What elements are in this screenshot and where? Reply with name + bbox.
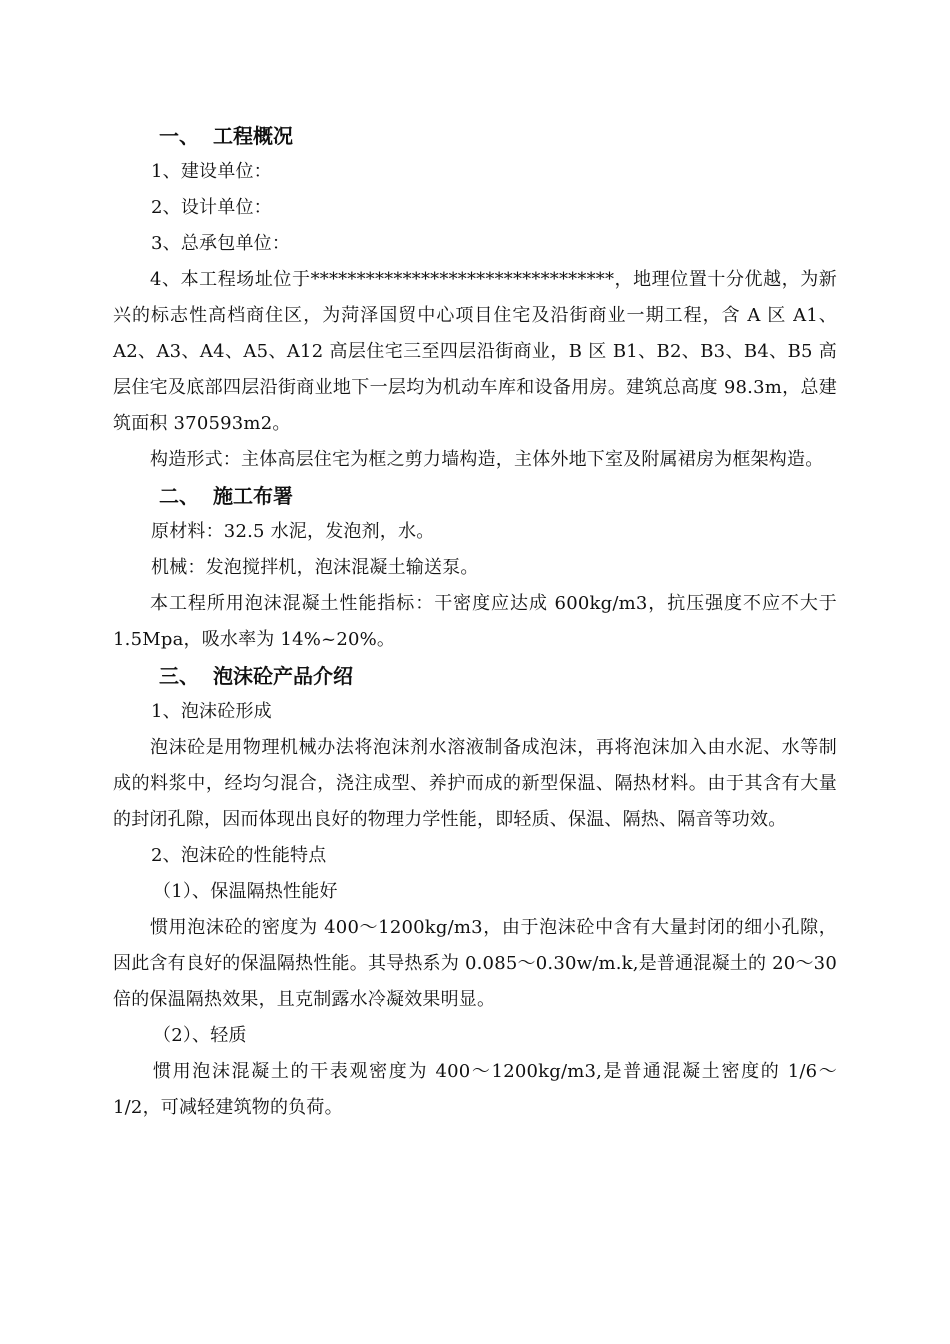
feature-lightweight-paragraph: 惯用泡沫混凝土的干表观密度为 400～1200kg/m3,是普通混凝土密度的 1/6～1/2，可减轻建筑物的负荷。 [113,1061,837,1118]
subheading-features: 2、泡沫砼的性能特点 [151,845,327,866]
section-title: 施工布署 [213,484,293,508]
section-number: 一、 [159,124,199,148]
performance-paragraph: 本工程所用泡沫混凝土性能指标：干密度应达成 600kg/m3，抗压强度不应不大于 1.5Mpa，吸水率为 14%~20%。 [113,593,837,650]
section-heading-deployment [113,478,837,514]
item-contractor: 3、总承包单位： [151,233,291,254]
feature-insulation-paragraph: 惯用泡沫砼的密度为 400～1200kg/m3，由于泡沫砼中含有大量封闭的细小孔隙，因此含有良好的保温隔热性能。其导热系为 0.085～0.30w/m.k,是普通混凝土的 20～30 倍的保温隔热效果，且克制露水冷凝效果明显。 [113,917,837,1010]
feature-lightweight-title: （2）、轻质 [153,1025,247,1046]
section-number: 二、 [159,484,199,508]
item-designer: 2、设计单位： [151,197,272,218]
subheading-formation: 1、泡沫砼形成 [151,701,272,722]
materials-line: 原材料：32.5 水泥，发泡剂，水。 [151,521,435,542]
section-title: 工程概况 [213,124,293,148]
document-page [113,118,837,1126]
formation-paragraph: 泡沫砼是用物理机械办法将泡沫剂水溶液制备成泡沫，再将泡沫加入由水泥、水等制成的料浆中，经均匀混合，浇注成型、养护而成的新型保温、隔热材料。由于其含有大量的封闭孔隙，因而体现出良好的物理力学性能，即轻质、保温、隔热、隔音等功效。 [113,737,837,830]
section-heading-overview [113,118,837,154]
section-heading-product [113,658,837,694]
site-paragraph: 4、本工程场址位于*********************************，地理位置十分优越，为新兴的标志性高档商住区，为菏泽国贸中心项目住宅及沿街商业一期工程，含 A 区 A1、A2、A3、A4、A5、A12 高层住宅三至四层沿街商业，B 区 B1、B2、B3、B4、B5 高层住宅及底部四层沿街商业地下一层均为机动车库和设备用房。建筑总高度 98.3m，总建筑面积 370593m2。 [113,269,837,434]
section-number: 三、 [159,664,199,688]
structure-paragraph: 构造形式：主体高层住宅为框之剪力墙构造，主体外地下室及附属裙房为框架构造。 [150,449,824,470]
item-owner: 1、建设单位： [151,161,272,182]
feature-insulation-title: （1）、保温隔热性能好 [153,881,338,902]
section-title: 泡沫砼产品介绍 [213,664,353,688]
machinery-line: 机械：发泡搅拌机，泡沫混凝土输送泵。 [151,557,479,578]
